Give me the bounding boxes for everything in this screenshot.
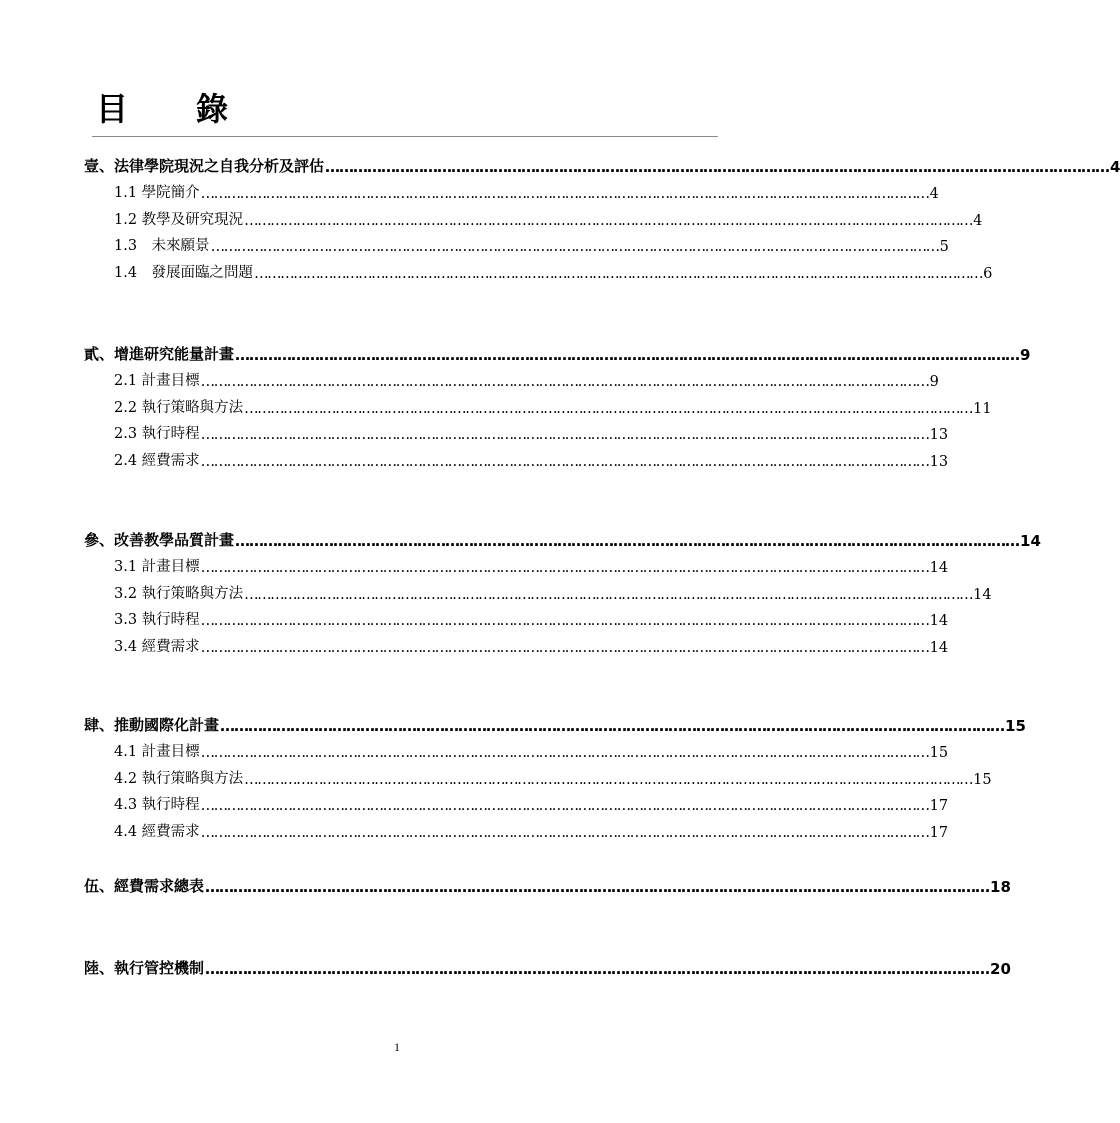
toc-entry-page: 5: [939, 239, 949, 255]
toc-entry-label: 2.2 執行策略與方法: [114, 399, 244, 416]
toc-section-entry[interactable]: [84, 152, 1120, 176]
toc-entry-page: 15: [1005, 717, 1026, 735]
toc-entry-label: 參、改善教學品質計畫: [84, 531, 235, 549]
toc-entry-page: 6: [983, 265, 993, 282]
toc-entry-label: 2.4 經費需求: [114, 452, 200, 469]
dot-leader: ……………………………………………………………………………………………………………………………………………………: [235, 346, 1020, 364]
toc-subsection-entry[interactable]: [114, 764, 992, 788]
dot-leader: ……………………………………………………………………………………………………………………………………………………: [244, 212, 973, 229]
toc-entry-page: 15: [929, 745, 949, 761]
toc-entry-label: 2.1 計畫目標: [114, 373, 200, 389]
toc-entry-label: 1.3 未來願景: [114, 238, 210, 254]
dot-leader: ……………………………………………………………………………………………………………………………………………………: [325, 158, 1110, 176]
toc-entry-page: 9: [929, 374, 939, 390]
toc-subsection-entry[interactable]: [114, 552, 949, 576]
toc-entry-label: 4.3 執行時程: [114, 797, 200, 813]
toc-entry-label: 伍、經費需求總表: [84, 877, 205, 895]
toc-subsection-entry[interactable]: [114, 632, 949, 656]
dot-leader: ……………………………………………………………………………………………………………………………………………………: [200, 186, 929, 202]
toc-subsection-entry[interactable]: [114, 579, 992, 603]
dot-leader: ……………………………………………………………………………………………………………………………………………………: [200, 745, 929, 761]
toc-entry-label: 3.2 執行策略與方法: [114, 585, 244, 602]
toc-entry-label: 2.3 執行時程: [114, 426, 200, 442]
dot-leader: ……………………………………………………………………………………………………………………………………………………: [205, 878, 990, 896]
toc-entry-page: 20: [990, 960, 1011, 978]
toc-section-entry[interactable]: [84, 872, 1011, 896]
toc-subsection-entry[interactable]: [114, 178, 939, 202]
dot-leader: ……………………………………………………………………………………………………………………………………………………: [205, 960, 990, 978]
toc-entry-page: 4: [1110, 158, 1120, 176]
toc-entry-label: 貳、增進研究能量計畫: [84, 345, 235, 363]
toc-entry-page: 15: [973, 771, 992, 788]
toc-entry-label: 陸、執行管控機制: [84, 959, 205, 977]
dot-leader: ……………………………………………………………………………………………………………………………………………………: [210, 239, 939, 255]
toc-subsection-entry[interactable]: [114, 737, 949, 761]
dot-leader: ……………………………………………………………………………………………………………………………………………………: [200, 453, 929, 470]
toc-entry-label: 4.1 計畫目標: [114, 744, 200, 760]
dot-leader: ……………………………………………………………………………………………………………………………………………………: [200, 427, 929, 443]
toc-entry-page: 14: [929, 639, 949, 656]
toc-entry-page: 4: [929, 186, 939, 202]
toc-entry-label: 1.2 教學及研究現況: [114, 211, 244, 228]
toc-subsection-entry[interactable]: [114, 446, 949, 470]
toc-subsection-entry[interactable]: [114, 205, 983, 229]
toc-subsection-entry[interactable]: [114, 790, 949, 814]
toc-entry-label: 1.4 發展面臨之問題: [114, 264, 254, 281]
dot-leader: ……………………………………………………………………………………………………………………………………………………: [254, 265, 983, 282]
toc-subsection-entry[interactable]: [114, 817, 949, 841]
dot-leader: ……………………………………………………………………………………………………………………………………………………: [200, 824, 929, 841]
toc-entry-label: 3.3 執行時程: [114, 612, 200, 628]
toc-entry-page: 4: [973, 212, 983, 229]
toc-subsection-entry[interactable]: [114, 231, 949, 255]
dot-leader: ……………………………………………………………………………………………………………………………………………………: [200, 374, 929, 390]
toc-entry-label: 4.4 經費需求: [114, 823, 200, 840]
dot-leader: ……………………………………………………………………………………………………………………………………………………: [244, 771, 973, 788]
toc-entry-page: 18: [990, 878, 1011, 896]
toc-section-entry[interactable]: [84, 340, 1031, 364]
dot-leader: ……………………………………………………………………………………………………………………………………………………: [200, 613, 929, 629]
dot-leader: ……………………………………………………………………………………………………………………………………………………: [244, 586, 973, 603]
toc-entry-page: 17: [929, 798, 949, 814]
dot-leader: ……………………………………………………………………………………………………………………………………………………: [200, 639, 929, 656]
dot-leader: ……………………………………………………………………………………………………………………………………………………: [235, 532, 1020, 550]
toc-entry-page: 14: [929, 613, 949, 629]
title-divider: [92, 136, 718, 137]
toc-title-char-1: 目: [96, 90, 129, 128]
page-number: 1: [394, 1040, 400, 1054]
toc-entry-page: 17: [929, 824, 949, 841]
dot-leader: ……………………………………………………………………………………………………………………………………………………: [200, 798, 929, 814]
toc-entry-label: 1.1 學院簡介: [114, 185, 200, 201]
toc-subsection-entry[interactable]: [114, 366, 939, 390]
toc-entry-label: 4.2 執行策略與方法: [114, 770, 244, 787]
toc-subsection-entry[interactable]: [114, 258, 993, 282]
toc-subsection-entry[interactable]: [114, 419, 949, 443]
toc-subsection-entry[interactable]: [114, 605, 949, 629]
toc-entry-label: 3.1 計畫目標: [114, 559, 200, 575]
toc-entry-page: 13: [929, 427, 949, 443]
toc-entry-label: 3.4 經費需求: [114, 638, 200, 655]
toc-section-entry[interactable]: [84, 954, 1011, 978]
toc-entry-page: 13: [929, 453, 949, 470]
toc-entry-label: 肆、推動國際化計畫: [84, 716, 220, 734]
toc-entry-page: 14: [929, 560, 949, 576]
toc-entry-page: 14: [973, 586, 992, 603]
toc-entry-label: 壹、法律學院現況之自我分析及評估: [84, 157, 325, 175]
toc-entry-page: 14: [1020, 532, 1041, 550]
toc-entry-page: 9: [1020, 346, 1031, 364]
dot-leader: ……………………………………………………………………………………………………………………………………………………: [200, 560, 929, 576]
toc-section-entry[interactable]: [84, 711, 1026, 735]
toc-title-char-2: 錄: [196, 90, 229, 128]
dot-leader: ……………………………………………………………………………………………………………………………………………………: [244, 400, 973, 417]
toc-section-entry[interactable]: [84, 526, 1041, 550]
toc-subsection-entry[interactable]: [114, 393, 992, 417]
dot-leader: ……………………………………………………………………………………………………………………………………………………: [220, 717, 1005, 735]
toc-entry-page: 11: [973, 400, 992, 417]
